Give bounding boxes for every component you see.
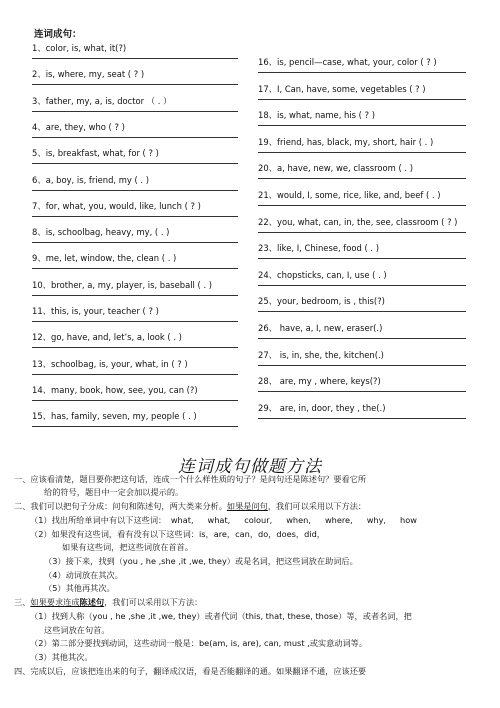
- method-paragraph-4: 四、完成以后，应该把连出来的句子，翻译成汉语，看是否能翻译的通。如果翻译不通，应该还要: [14, 666, 367, 676]
- rule-1-line-1: （1）找到人称（you , he ,she ,it ,we, they）或者代词（this, that, these, those）等，或者名词，把: [30, 611, 412, 621]
- answer-line: [258, 72, 466, 73]
- answer-line: [32, 374, 238, 375]
- question-word: where,: [324, 515, 353, 525]
- paragraph-2-tail: ，我们可以采用以下方法：: [267, 501, 367, 511]
- exercise-item-14: 14、many, book, how, see, you, can (?): [32, 384, 198, 395]
- answer-line: [258, 178, 466, 179]
- answer-line: [258, 365, 466, 366]
- answer-line: [32, 426, 238, 427]
- exercise-item-6: 21、would, I, some, rice, like, and, beef ( . ): [258, 190, 441, 200]
- answer-line: [32, 111, 238, 112]
- answer-line: [258, 338, 466, 339]
- exercise-item-2: 2、is, where, my, seat ( ? ): [32, 69, 145, 80]
- exercise-item-4: 19、friend, has, black, my, short, hair ( . ): [258, 136, 434, 147]
- exercise-item-1: 16、is, pencil—case, what, your, color ( ? ): [258, 57, 437, 67]
- exercise-item-9: 24、chopsticks, can, I, use ( . ): [258, 269, 387, 280]
- step-1-label: （1）找出所给单词中有以下这些词：: [30, 515, 167, 525]
- answer-line: [32, 242, 238, 243]
- question-word-list: [169, 515, 417, 525]
- answer-line: [32, 295, 238, 296]
- question-word: colour,: [244, 515, 273, 525]
- question-word: why,: [366, 515, 387, 525]
- question-word: how: [400, 515, 417, 525]
- exercise-item-14: 29、 are, in, door, they , the(.): [258, 402, 386, 413]
- exercise-item-11: 11、this, is, your, teacher ( ? ): [32, 306, 159, 316]
- step-2-line-1: （2）如果没有这些词，看有没有以下这些词：is，are，can，do，does，did，: [30, 529, 325, 539]
- exercise-item-9: 9、me, let, window, the, clean ( . ): [32, 253, 177, 264]
- answer-line: [32, 216, 238, 217]
- exercise-item-10: 10、brother, a, my, player, is, baseball ( . ): [32, 279, 213, 290]
- rule-1-line-2: 这些词放在句首。: [44, 625, 110, 635]
- exercise-item-8: 23、like, I, Chinese, food ( . ): [258, 243, 379, 254]
- answer-line: [32, 58, 238, 59]
- exercise-item-12: 27、 is, in, she, the, kitchen(.): [258, 349, 384, 360]
- exercise-item-15: 15、has, family, seven, my, people ( . ): [32, 411, 197, 422]
- statement-emphasis: 陈述句: [79, 597, 105, 607]
- exercise-item-6: 6、a, boy, is, friend, my ( . ): [32, 174, 150, 185]
- paragraph-3-tail: ，我们可以采用以下方法：: [104, 597, 203, 607]
- exercise-item-3: 3、father, my, a, is, doctor （ . ）: [32, 95, 172, 106]
- answer-line: [258, 125, 466, 126]
- exercise-item-11: 26、 have, a, I, new, eraser(.): [258, 323, 383, 333]
- exercise-item-2: 17、I, Can, have, some, vegetables ( ? ): [258, 83, 426, 94]
- exercise-item-5: 20、a, have, new, we, classroom ( . ): [258, 163, 413, 174]
- method-paragraph-1-line-1: 一、应该看清楚，题目要你把这句话，连成一个什么样性质的句子？是问句还是陈述句？要看它所: [14, 474, 367, 484]
- answer-line: [258, 152, 466, 153]
- answer-line: [32, 400, 238, 401]
- answer-line: [32, 137, 238, 138]
- step-5: （5）其他再其次。: [44, 583, 115, 593]
- rule-2: （2）第二部分要找到动词，这些动词一般是：be(am, is, are), can, must ,或实意动词等。: [30, 638, 368, 648]
- step-4: （4）动词放在其次。: [44, 570, 123, 580]
- question-word: what,: [170, 515, 194, 525]
- answer-line: [258, 99, 466, 100]
- answer-line: [258, 418, 466, 419]
- answer-line: [258, 205, 466, 206]
- question-word: what,: [207, 515, 231, 525]
- exercise-item-12: 12、go, have, and, let’s, a, look ( . ): [32, 332, 182, 343]
- answer-line: [32, 84, 238, 85]
- answer-line: [258, 232, 466, 233]
- question-word: when,: [286, 515, 311, 525]
- answer-line: [258, 258, 466, 259]
- question-emphasis: 如果是问句: [226, 501, 268, 511]
- answer-line: [32, 190, 238, 191]
- step-2-line-2: 如果有这些词，把这些词放在首首。: [62, 542, 194, 552]
- exercise-item-1: 1、color, is, what, it(?): [32, 43, 127, 53]
- exercise-item-5: 5、is, breakfast, what, for ( ? ): [32, 148, 159, 159]
- step-3: （3）接下来，找到（you , he ,she ,it ,we, they）或是名词，把这些词放在助词后。: [44, 556, 358, 566]
- rule-3: （3）其他其次。: [30, 652, 93, 662]
- answer-line: [32, 321, 238, 322]
- paragraph-2-text: 二、我们可以把句子分成：问句和陈述句，两大类来分析。: [14, 501, 227, 511]
- exercise-item-10: 25、your, bedroom, is , this(?): [258, 296, 385, 307]
- exercise-item-13: 28、 are, my , where, keys(?): [258, 376, 381, 387]
- method-paragraph-3: [14, 597, 202, 608]
- step-1: [30, 515, 417, 526]
- exercise-item-7: 7、for, what, you, would, like, lunch ( ? ): [32, 200, 201, 211]
- exercise-item-13: 13、schoolbag, is, your, what, in ( ? ): [32, 358, 188, 369]
- exercise-item-3: 18、is, what, name, his ( ? ): [258, 110, 375, 121]
- answer-line: [32, 347, 238, 348]
- answer-line: [32, 163, 238, 164]
- exercise-item-4: 4、are, they, who ( ? ): [32, 121, 125, 132]
- method-paragraph-2: [14, 501, 366, 512]
- exercise-heading: 连词成句：: [34, 29, 82, 40]
- paragraph-3-underlined-1: 如果要求连成: [30, 597, 80, 607]
- paragraph-3-number: 三、: [14, 597, 31, 607]
- answer-line: [258, 391, 466, 392]
- exercise-item-8: 8、is, schoolbag, heavy, my, ( . ): [32, 227, 170, 238]
- answer-line: [258, 285, 466, 286]
- answer-line: [32, 268, 238, 269]
- answer-line: [258, 311, 466, 312]
- method-paragraph-1-line-2: 给的符号，题目中一定会加以提示的。: [44, 487, 184, 497]
- method-title: 连词成句做题方法: [178, 457, 322, 477]
- exercise-item-7: 22、you, what, can, in, the, see, classroom ( ? ): [258, 216, 458, 227]
